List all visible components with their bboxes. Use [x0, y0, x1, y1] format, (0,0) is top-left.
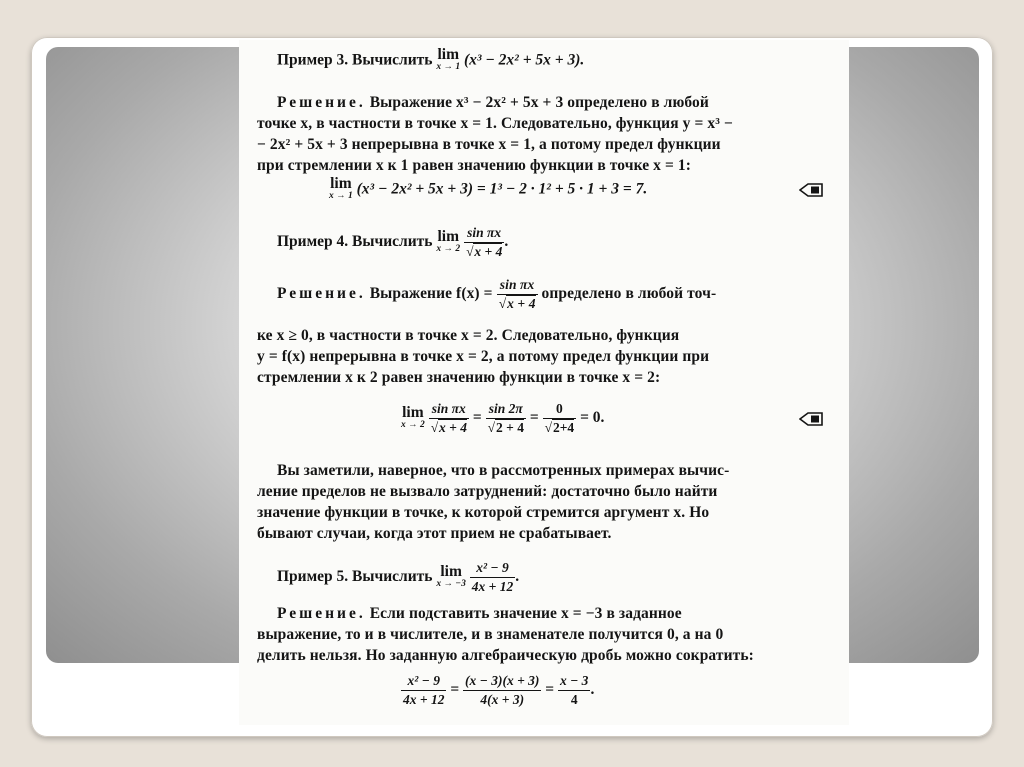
fraction: $\frac{0}{√2+4}$ — [544, 401, 575, 435]
example-5-solution-line-3: делить нельзя. Но заданную алгебраическую дробь можно сократить: — [257, 647, 754, 664]
example-3-command: Вычислить — [352, 51, 433, 69]
example-5-label: Пример 5. — [277, 568, 349, 586]
example-5-solution-line-2: выражение, то и в числителе, и в знаменателе получится 0, а на 0 — [257, 626, 724, 643]
example-3-solution-line-3: − 2x² + 5x + 3 непрерывна в точке x = 1, а потому предел функции — [257, 136, 721, 153]
example-4-label: Пример 4. — [277, 233, 349, 251]
example-5-formula: $\frac{\text{x² − 9}}{4x + 12}$ = $\frac{(x - 3)(x + 3)}{4(x + 3)}$ = $\frac{x - 3}{4}$ . — [403, 673, 595, 707]
note-line-3: значение функции в точке, к которой стремится аргумент x. Но — [257, 504, 710, 521]
textbook-page — [239, 40, 849, 725]
example-5-title: Пример 5. Вычислить lim x → −3 $\frac{\text{x² − 9}}{4x + 12}$ . — [277, 560, 520, 594]
example-4-command: Вычислить — [352, 233, 433, 251]
example-3-formula: lim x → 1 (x³ − 2x² + 5x + 3) = 1³ − 2 · 1² + 5 · 1 + 3 = 7. — [329, 175, 648, 201]
example-4-solution-line-3: y = f(x) непрерывна в точке x = 2, а потому предел функции при — [257, 348, 710, 365]
fraction: $\frac{\text{sin πx}}{√x + 4}$ — [498, 277, 536, 311]
example-4-formula: lim x → 2 $\frac{\text{sin πx}}{√x + 4}$ = $\frac{\sin 2\pi}{√2 + 4}$ = $\frac{0}{√2+4}$ = 0. — [401, 401, 605, 435]
example-3-title — [277, 48, 849, 74]
example-3-label: Пример 3. — [277, 51, 349, 69]
example-4-solution-line-4: стремлении x к 2 равен значению функции в точке x = 2: — [257, 369, 661, 386]
note-line-2: ление пределов не вызвало затруднений: достаточно было найти — [257, 483, 718, 500]
example-3-solution-line-1: Решение. Выражение x³ − 2x² + 5x + 3 определено в любой — [277, 94, 709, 111]
limit-operator: lim x → −3 — [436, 562, 466, 589]
example-4-solution-line-1: Решение. Выражение f(x) = $\frac{\text{sin πx}}{√x + 4}$ определено в любой точ- — [277, 277, 717, 311]
solution-label: Решение. — [277, 94, 366, 111]
note-line-1: Вы заметили, наверное, что в рассмотренных примерах вычис- — [277, 462, 730, 479]
limit-operator: lim x → 2 — [401, 403, 425, 430]
fraction: $\frac{x - 3}{4}$ — [560, 673, 589, 707]
limit-operator: lim x → 2 — [436, 227, 461, 254]
example-3-solution-line-4: при стремлении x к 1 равен значению функции в точке x = 1: — [257, 157, 692, 174]
example-5-command: Вычислить — [352, 568, 433, 586]
fraction: $\frac{\text{x² − 9}}{4x + 12}$ — [403, 673, 445, 707]
fraction: $\frac{\text{sin πx}}{√x + 4}$ — [430, 401, 467, 435]
solution-label: Решение. — [277, 605, 366, 622]
example-4-solution-line-2: ке x ≥ 0, в частности в точке x = 2. Следовательно, функция — [257, 327, 680, 344]
end-of-solution-icon — [799, 412, 823, 426]
example-3-solution-line-2: точке x, в частности в точке x = 1. Следовательно, функция y = x³ − — [257, 115, 733, 132]
note-line-4: бывают случаи, когда этот прием не срабатывает. — [257, 525, 612, 542]
limit-operator: lim x → 1 — [329, 175, 353, 201]
fraction: $\frac{(x - 3)(x + 3)}{4(x + 3)}$ — [465, 673, 540, 707]
end-of-solution-icon — [799, 183, 823, 197]
fraction: $\frac{\text{sin πx}}{√x + 4}$ — [465, 225, 503, 259]
example-3-expression: (x³ − 2x² + 5x + 3). — [463, 51, 585, 69]
fraction: $\frac{\text{x² − 9}}{4x + 12}$ — [471, 560, 514, 594]
solution-label: Решение. — [277, 285, 366, 303]
limit-operator: lim x → 1 — [436, 46, 461, 72]
fraction: $\frac{\sin 2\pi}{√2 + 4}$ — [487, 401, 524, 435]
example-5-solution-line-1: Решение. Если подставить значение x = −3 в заданное — [277, 605, 682, 622]
example-4-title: Пример 4. Вычислить lim x → 2 $\frac{\text{sin πx}}{√x + 4}$ . — [277, 225, 509, 259]
